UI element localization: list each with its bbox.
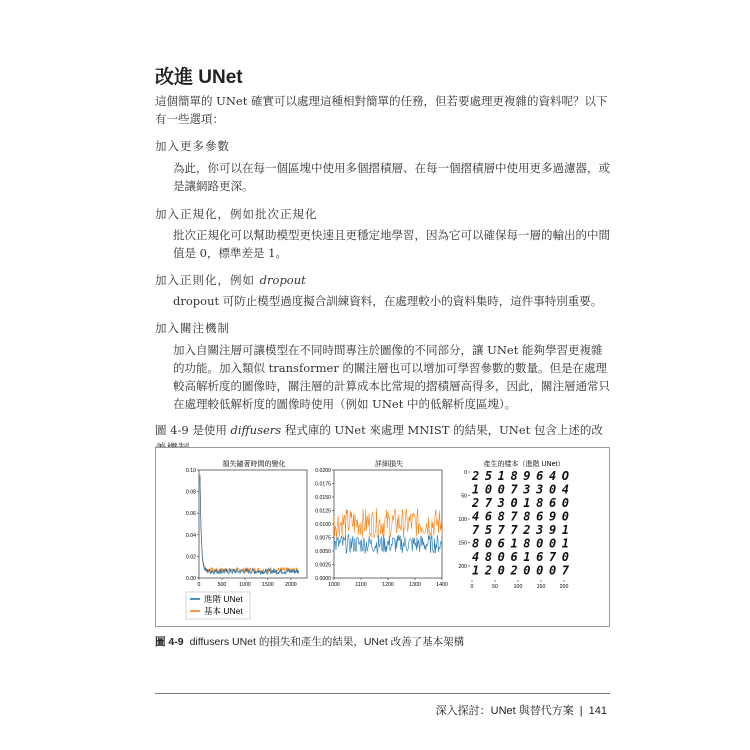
x-tick-label: 2000: [285, 582, 297, 588]
x-tick-label: 0: [470, 584, 474, 590]
panel-title-detail: 詳細損失: [375, 461, 403, 468]
y-tick-label: 0.04: [185, 532, 196, 539]
footer-rule: [155, 693, 610, 694]
x-tick-label: 500: [217, 582, 227, 588]
y-tick-label: 0.02: [185, 554, 196, 561]
x-tick-label: 1000: [328, 582, 340, 588]
panel1-lines: [200, 475, 299, 574]
x-tick-label: 50: [492, 584, 498, 590]
x-tick-label: 200: [559, 584, 569, 590]
sample-digit-row: 75772391: [472, 523, 575, 537]
legend-label-basic: 基本 UNet: [204, 606, 243, 616]
x-tick-label: 150: [536, 584, 546, 590]
x-tick-label: 1000: [239, 582, 251, 588]
panel3-y-ticks: [458, 470, 470, 570]
panel3-x-ticks: [471, 580, 569, 590]
series-line-進階 UNet: [200, 475, 299, 574]
figure-4-9: [155, 447, 610, 627]
y-tick-label: 0.0000: [315, 576, 331, 582]
panel2-y-ticks: [315, 468, 334, 582]
sample-digit-row: 12020007: [472, 563, 575, 578]
y-tick-label: 0.0025: [315, 562, 331, 569]
y-tick-label: 0.0150: [315, 495, 331, 501]
panel1-frame: [199, 470, 307, 578]
page-footer: 深入探討：UNet 與替代方案 | 141: [435, 705, 607, 717]
y-tick-label: 0.00: [185, 576, 196, 582]
option-body-dropout: dropout 可防止模型過度擬合訓練資料，在處理較小的資料集時，這件事特別重要。: [173, 294, 603, 308]
figure-svg: [156, 448, 609, 626]
option-heading-attention: 加入關注機制: [155, 321, 230, 335]
option-body-attention: 加入自關注層可讓模型在不同時間專注於圖像的不同部分，讓 UNet 能夠學習更複雜的功能。加入類似 transformer 的關注層也可以增加可學習參數的數量。但是在處理較高解析度的圖像時，關注層的計算成本比常規的摺積層高得多，因此，關注層通常只在處理較低解析度的圖像時使用（例如 UNet 中的低解析度區塊）。: [173, 343, 610, 411]
option-heading-batchnorm: 加入正規化，例如批次正規化: [155, 207, 318, 221]
y-tick-label: 100: [458, 517, 467, 523]
sample-digit-row: 10073304: [472, 482, 575, 497]
sample-digit-grid: [471, 469, 575, 578]
x-tick-label: 1200: [382, 582, 394, 588]
y-tick-label: 0.0050: [315, 549, 331, 555]
footer-title: 深入探討：UNet 與替代方案: [435, 705, 574, 717]
page-number: 141: [588, 705, 607, 717]
x-tick-label: 100: [513, 584, 523, 590]
y-tick-label: 0.06: [185, 511, 196, 518]
panel-title-loss: 損失隨著時間的變化: [222, 461, 286, 468]
sample-digit-row: 27301860: [472, 496, 575, 510]
y-tick-label: 0.0075: [315, 535, 331, 542]
panel2-x-ticks: [328, 578, 448, 588]
sample-digit-row: 48061670: [472, 550, 575, 564]
sample-digit-row: 80618001: [472, 536, 575, 551]
sample-digit-row: 2518964O: [472, 469, 575, 483]
option-heading-dropout: 加入正則化，例如 dropout: [155, 273, 306, 287]
y-tick-label: 0.10: [185, 468, 196, 474]
x-tick-label: 1100: [355, 582, 367, 588]
panel1-y-ticks: [186, 468, 199, 582]
panel2-lines: [334, 508, 442, 553]
y-tick-label: 0: [464, 470, 467, 476]
series-line-基本 UNet: [200, 475, 299, 573]
legend-label-advanced: 進階 UNet: [204, 594, 243, 604]
y-tick-label: 50: [461, 493, 467, 500]
x-tick-label: 1300: [409, 582, 421, 588]
sample-digit-row: 46878690: [472, 509, 575, 524]
x-tick-label: 1500: [262, 582, 274, 588]
y-tick-label: 0.0125: [315, 508, 331, 515]
section-title: 改進 UNet: [155, 67, 243, 88]
x-tick-label: 0: [197, 582, 201, 588]
panel2-frame: [334, 470, 442, 578]
intro-paragraph: 這個簡單的 UNet 確實可以處理這種相對簡單的任務，但若要處理更複雜的資料呢？以下有一些選項：: [155, 94, 608, 126]
option-body-params: 為此，你可以在每一個區塊中使用多個摺積層、在每一個摺積層中使用更多過濾器，或是讓網路更深。: [173, 161, 610, 193]
option-body-batchnorm: 批次正規化可以幫助模型更快速且更穩定地學習，因為它可以確保每一層的輸出的中間值是 0，標準差是 1。: [173, 228, 610, 260]
x-tick-label: 1400: [436, 582, 448, 588]
panel-title-samples: 產生的樣本（進階 UNet）: [483, 461, 565, 468]
figure-reference: 圖 4-9 是使用 diffusers 程式庫的 UNet 來處理 MNIST 的結果，UNet 包含上述的改: [155, 423, 603, 437]
option-heading-params: 加入更多參數: [155, 139, 230, 153]
figure-caption: 圖 4-9 diffusers UNet 的損失和產生的結果，UNet 改善了基本架構: [155, 636, 465, 648]
series-line-進階 UNet: [334, 535, 442, 554]
y-tick-label: 200: [458, 564, 467, 570]
series-line-基本 UNet: [334, 508, 442, 538]
y-tick-label: 0.0175: [315, 481, 331, 488]
y-tick-label: 0.08: [185, 489, 196, 496]
y-tick-label: 0.0200: [315, 468, 331, 474]
y-tick-label: 0.0100: [315, 522, 331, 528]
panel1-x-ticks: [198, 578, 297, 588]
y-tick-label: 150: [458, 540, 467, 547]
